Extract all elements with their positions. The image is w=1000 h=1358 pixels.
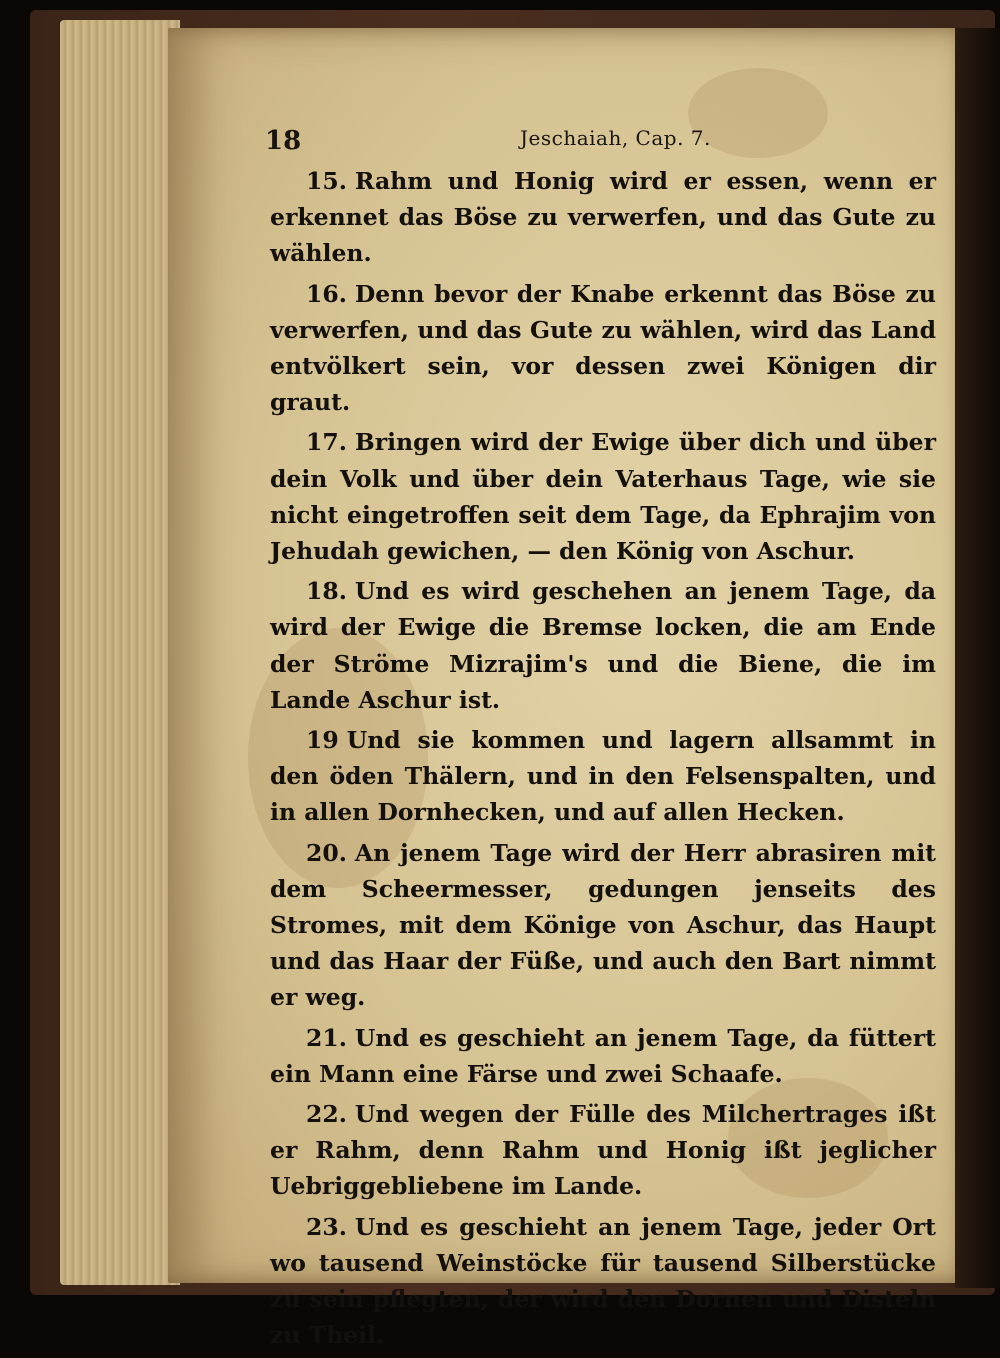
verse-text bbox=[270, 163, 936, 1358]
verse-15 bbox=[270, 163, 936, 272]
verse-19 bbox=[270, 722, 936, 831]
verse-number: 16. bbox=[306, 279, 347, 308]
verse-body: Bringen wird der Ewige über dich und über dein Volk und über dein Vaterhaus Tage, wie sie nicht eingetroffen seit dem Tage, da Ephrajim von Jehudah gewichen, — den König von Aschur. bbox=[270, 428, 936, 566]
page-number: 18 bbox=[265, 126, 302, 156]
verse-16 bbox=[270, 276, 936, 421]
verse-number: 20. bbox=[306, 838, 347, 867]
verse-20 bbox=[270, 835, 936, 1016]
page-edges bbox=[60, 20, 180, 1285]
verse-body: Und es geschieht an jenem Tage, jeder Ort wo tausend Weinstöcke für tausend Silberstücke zu sein pflegten, der wird den Dornen und Disteln zu Theil. bbox=[270, 1212, 936, 1350]
verse-18 bbox=[270, 573, 936, 718]
verse-body: Rahm und Honig wird er essen, wenn er erkennet das Böse zu verwerfen, und das Gute zu wählen. bbox=[270, 167, 936, 268]
verse-number: 23. bbox=[306, 1212, 347, 1241]
verse-17 bbox=[270, 424, 936, 569]
verse-body: Und sie kommen und lagern allsammt in den öden Thälern, und in den Felsenspalten, und in allen Dornhecken, und auf allen Hecken. bbox=[270, 726, 936, 827]
page-gutter-shadow bbox=[955, 28, 1000, 1288]
running-head: Jeschaiah, Cap. 7. bbox=[520, 126, 711, 150]
verse-number: 17. bbox=[306, 428, 347, 457]
verse-number: 15. bbox=[306, 167, 347, 195]
verse-body: Denn bevor der Knabe erkennt das Böse zu verwerfen, und das Gute zu wählen, wird das Land entvölkert sein, vor dessen zwei Königen dir graut. bbox=[270, 279, 936, 417]
verse-21 bbox=[270, 1020, 936, 1092]
verse-22 bbox=[270, 1096, 936, 1205]
verse-number: 18. bbox=[306, 577, 347, 606]
verse-body: An jenem Tage wird der Herr abrasiren mit dem Scheermesser, gedungen jenseits des Stromes, mit dem Könige von Aschur, das Haupt und das Haar der Füße, und auch den Bart nimmt er weg. bbox=[270, 838, 936, 1012]
page-header bbox=[265, 124, 945, 160]
verse-body: Und es wird geschehen an jenem Tage, da wird der Ewige die Bremse locken, die am Ende der Ströme Mizrajim's und die Biene, die im Lande Aschur ist. bbox=[270, 577, 936, 714]
verse-body: Und es geschieht an jenem Tage, da füttert ein Mann eine Färse und zwei Schaafe. bbox=[270, 1023, 936, 1088]
verse-body: Und wegen der Fülle des Milchertrages ißt er Rahm, denn Rahm und Honig ißt jeglicher Uebriggebliebene im Lande. bbox=[270, 1100, 936, 1201]
verse-23 bbox=[270, 1209, 936, 1354]
verse-number: 22. bbox=[306, 1100, 347, 1129]
verse-number: 21. bbox=[306, 1023, 347, 1052]
verse-number: 19 bbox=[306, 726, 339, 755]
